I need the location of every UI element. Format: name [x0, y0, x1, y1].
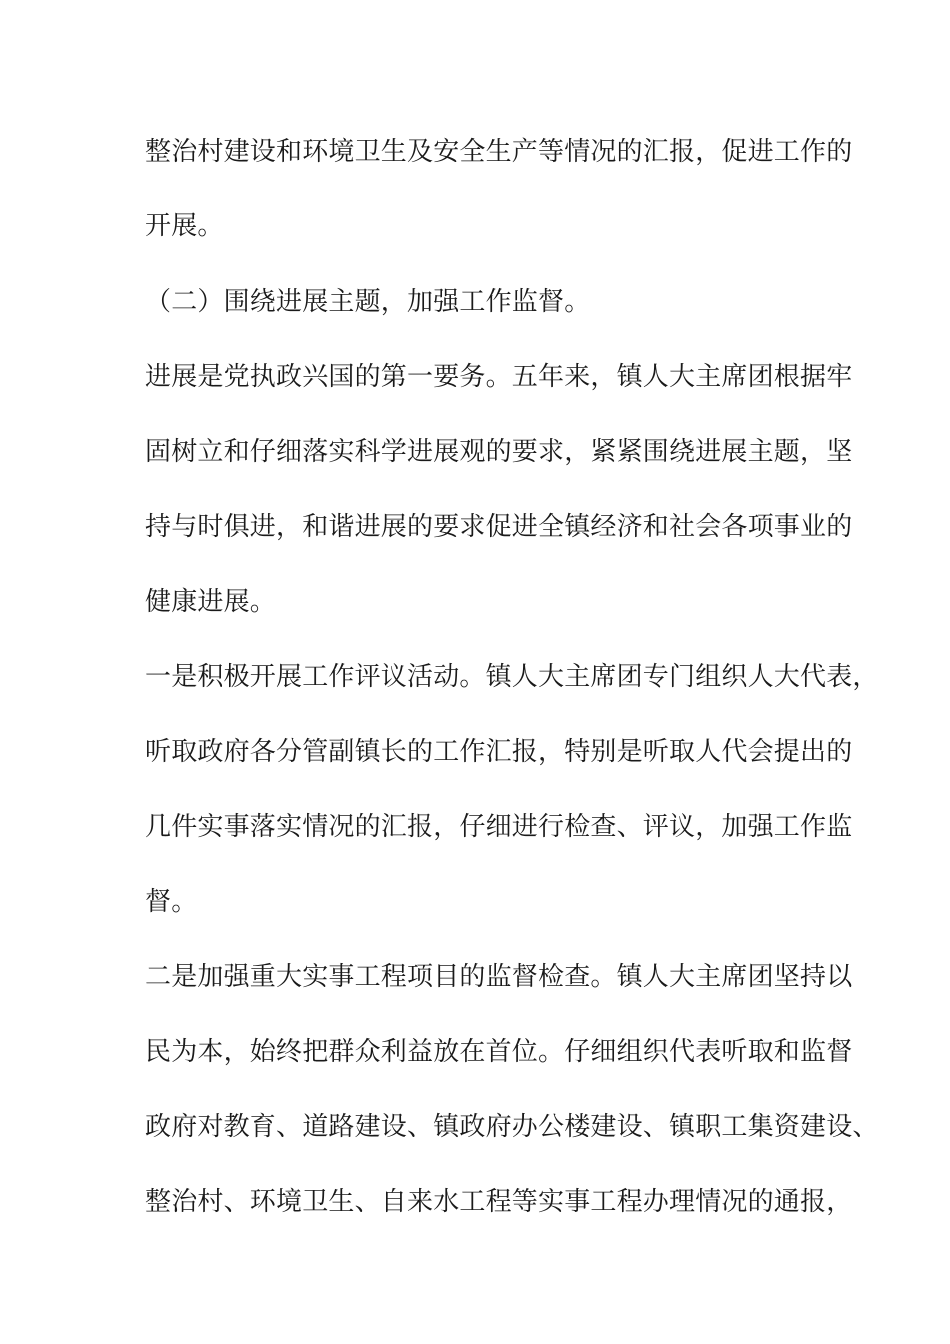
- text-line-7: 健康进展。: [145, 587, 277, 617]
- text-line-11: 督。: [145, 887, 198, 917]
- text-line-13: 民为本，始终把群众利益放在首位。仔细组织代表听取和监督: [145, 1037, 853, 1067]
- section-heading: （二）围绕进展主题，加强工作监督。: [145, 287, 591, 317]
- text-line-14: 政府对教育、道路建设、镇政府办公楼建设、镇职工集资建设、: [145, 1112, 879, 1142]
- text-line-5: 固树立和仔细落实科学进展观的要求，紧紧围绕进展主题，坚: [145, 437, 853, 467]
- text-line-2: 开展。: [145, 211, 224, 241]
- text-line-4: 进展是党执政兴国的第一要务。五年来，镇人大主席团根据牢: [145, 362, 853, 392]
- text-line-6: 持与时俱进，和谐进展的要求促进全镇经济和社会各项事业的: [145, 512, 853, 542]
- text-line-15: 整治村、环境卫生、自来水工程等实事工程办理情况的通报，: [145, 1187, 853, 1217]
- text-line-9: 听取政府各分管副镇长的工作汇报，特别是听取人代会提出的: [145, 737, 853, 767]
- text-line-12: 二是加强重大实事工程项目的监督检查。镇人大主席团坚持以: [145, 962, 853, 992]
- text-line-8: 一是积极开展工作评议活动。镇人大主席团专门组织人大代表，: [145, 662, 879, 692]
- text-line-10: 几件实事落实情况的汇报，仔细进行检查、评议，加强工作监: [145, 812, 853, 842]
- text-line-1: 整治村建设和环境卫生及安全生产等情况的汇报，促进工作的: [145, 137, 853, 167]
